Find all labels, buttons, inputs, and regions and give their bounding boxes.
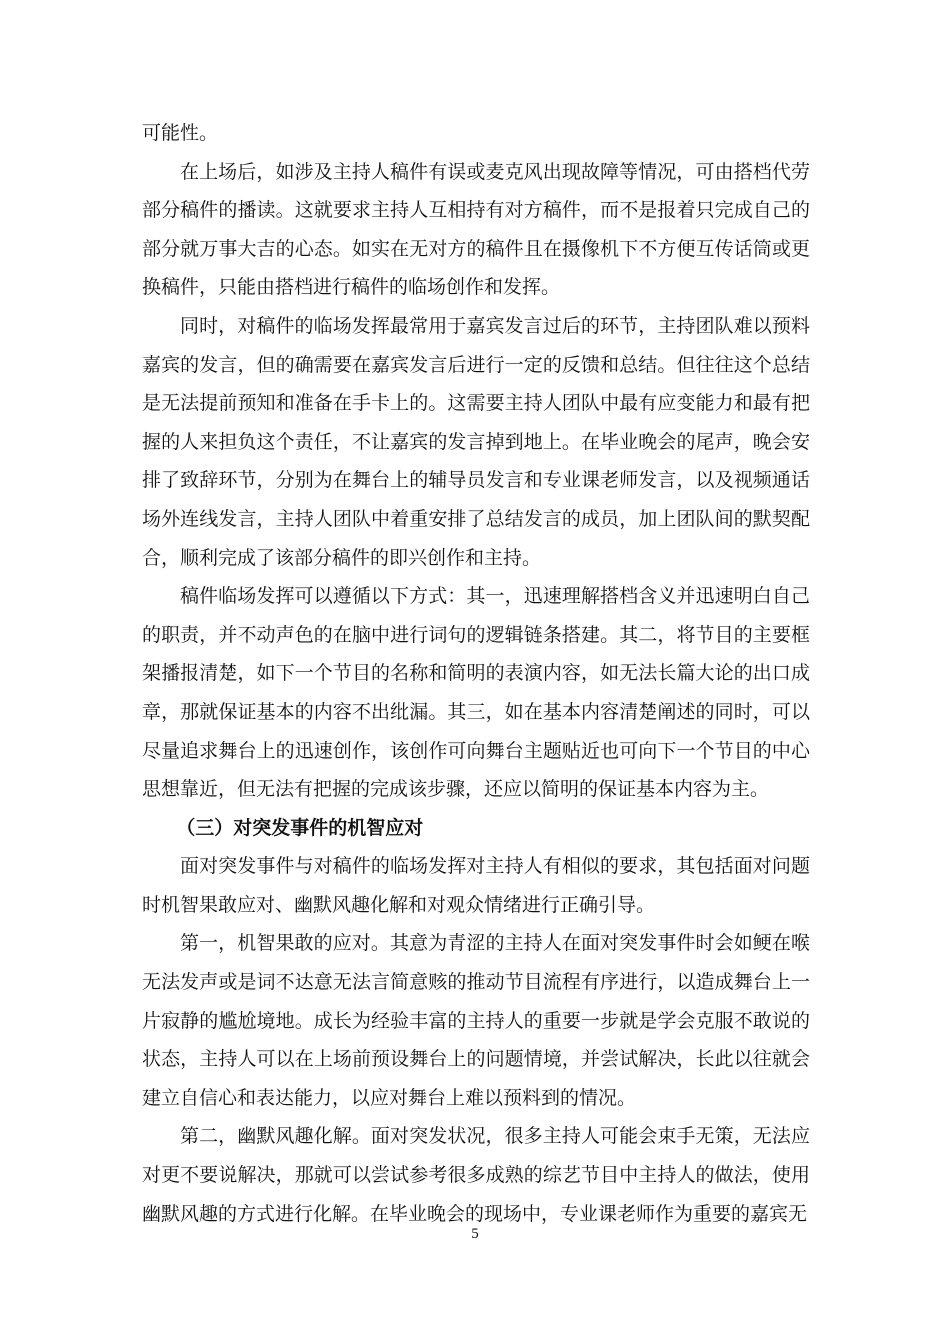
paragraph: 在上场后，如涉及主持人稿件有误或麦克风出现故障等情况，可由搭档代劳部分稿件的播读。这就要求主持人互相持有对方稿件，而不是报着只完成自己的部分就万事大吉的心态。如实在无对方的稿件且在摄像机下不方便互传话筒或更换稿件，只能由搭档进行稿件的临场创作和发挥。 [142,160,810,299]
paragraph: 同时，对稿件的临场发挥最常用于嘉宾发言过后的环节，主持团队难以预料嘉宾的发言，但的确需要在嘉宾发言后进行一定的反馈和总结。但往往这个总结是无法提前预知和准备在手卡上的。这需要主持人团队中最有应变能力和最有把握的人来担负这个责任，不让嘉宾的发言掉到地上。在毕业晚会的尾声，晚会安排了致辞环节，分别为在舞台上的辅导员发言和专业课老师发言，以及视频通话场外连线发言，主持人团队中着重安排了总结发言的成员，加上团队间的默契配合，顺利完成了该部分稿件的即兴创作和主持。 [142,314,810,569]
section-heading: （三）对突发事件的机智应对 [176,816,424,839]
paragraph: 第一，机智果敢的应对。其意为青涩的主持人在面对突发事件时会如鲠在喉无法发声或是词不达意无法言简意赅的推动节目流程有序进行，以造成舞台上一片寂静的尴尬境地。成长为经验丰富的主持人的重要一步就是学会克服不敢说的状态，主持人可以在上场前预设舞台上的问题情境，并尝试解决，长此以往就会建立自信心和表达能力，以应对舞台上难以预料到的情况。 [142,932,810,1109]
body-text [142,114,810,1233]
paragraph: 面对突发事件与对稿件的临场发挥对主持人有相似的要求，其包括面对问题时机智果敢应对、幽默风趣化解和对观众情绪进行正确引导。 [142,855,810,916]
paragraph: 可能性。 [142,122,219,144]
paragraph: 稿件临场发挥可以遵循以下方式：其一，迅速理解搭档含义并迅速明白自己的职责，并不动声色的在脑中进行词句的逻辑链条搭建。其二，将节目的主要框架播报清楚，如下一个节目的名称和简明的表演内容，如无法长篇大论的出口成章，那就保证基本的内容不出纰漏。其三，如在基本内容清楚阐述的同时，可以尽量追求舞台上的迅速创作，该创作可向舞台主题贴近也可向下一个节目的中心思想靠近，但无法有把握的完成该步骤，还应以简明的保证基本内容为主。 [142,585,810,801]
paragraph: 第二，幽默风趣化解。面对突发状况，很多主持人可能会束手无策，无法应对更不要说解决，那就可以尝试参考很多成熟的综艺节目中主持人的做法，使用幽默风趣的方式进行化解。在毕业晚会的现场中，专业课老师作为重要的嘉宾无 [142,1125,810,1225]
page-number: 5 [471,1226,479,1242]
